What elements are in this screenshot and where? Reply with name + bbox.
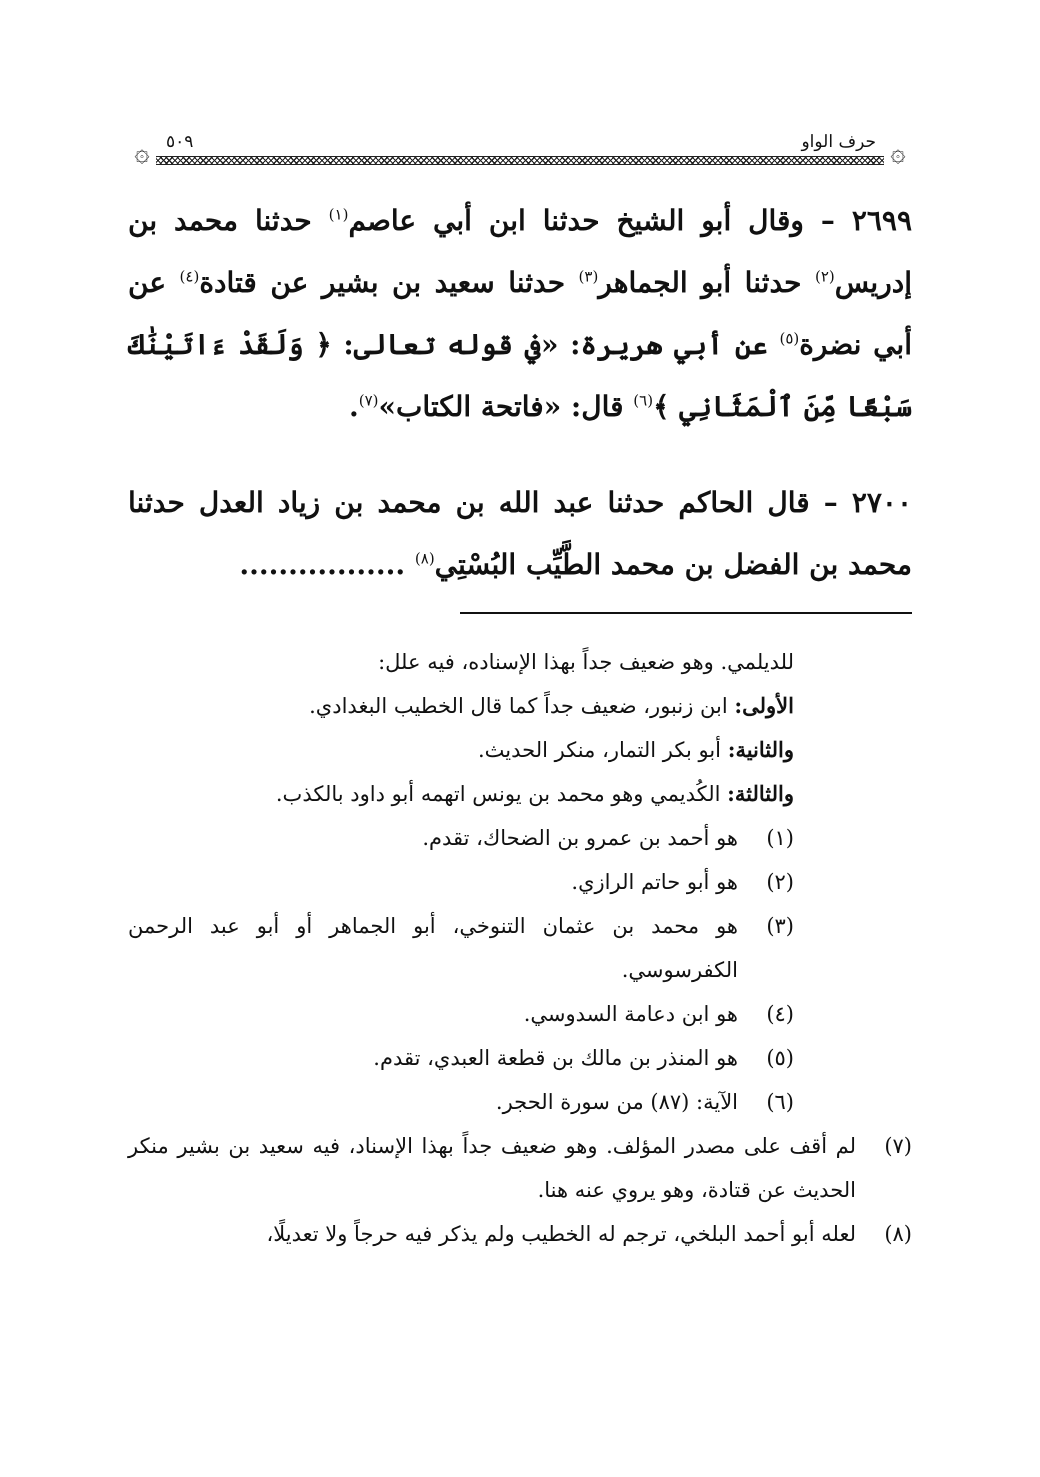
footnote-item	[128, 1036, 912, 1080]
ornament-left-icon: ۞	[134, 138, 150, 168]
footnote-item	[128, 816, 912, 860]
ornament-right-icon: ۞	[890, 138, 906, 168]
page-number: ٥٠٩	[162, 132, 197, 152]
footnote-text: هو المنذر بن مالك بن قطعة العبدي، تقدم.	[373, 1046, 738, 1070]
continuation-text: الكُديمي وهو محمد بن يونس اتهمه أبو داود بالكذب.	[275, 782, 728, 806]
footnote-text: الآية: (٨٧) من سورة الحجر.	[495, 1090, 738, 1114]
hadith-paragraph	[128, 190, 912, 438]
continuation-line	[128, 772, 794, 816]
hadith-paragraph	[128, 472, 912, 596]
footnote-ref: (٤)	[179, 267, 200, 286]
footnote-text: هو أبو حاتم الرازي.	[571, 870, 738, 894]
hadith-text	[405, 548, 415, 581]
header-rule	[156, 156, 884, 165]
footnote-number: (٢)	[766, 870, 794, 894]
footnote-number: (٤)	[766, 1002, 794, 1026]
continuation-line	[128, 728, 794, 772]
continuation-label: الأولى:	[734, 693, 794, 718]
footnote-ref: (٧)	[358, 391, 379, 410]
hadith-text: حدثنا أبو الجماهر	[598, 266, 815, 299]
footnote-text: هو محمد بن عثمان التنوخي، أبو الجماهر أو أبو عبد الرحمن الكفرسوسي.	[128, 914, 738, 982]
footnote-continuation	[128, 640, 912, 816]
continuation-line	[128, 640, 794, 684]
footnote-ref: (٥)	[779, 329, 800, 348]
footnote-ref: (٣)	[578, 267, 599, 286]
footnote-text: لعله أبو أحمد البلخي، ترجم له الخطيب ولم يذكر فيه حرجاً ولا تعديلًا،	[266, 1222, 856, 1246]
hadith-text: حدثنا سعيد بن بشير عن قتادة	[199, 266, 579, 299]
footnote-separator	[460, 612, 912, 614]
main-text	[128, 190, 912, 596]
footnote-text: هو ابن دعامة السدوسي.	[523, 1002, 738, 1026]
footnote-number: (٥)	[766, 1046, 794, 1070]
footnote-ref: (٢)	[814, 267, 835, 286]
footnote-text: هو أحمد بن عمرو بن الضحاك، تقدم.	[422, 826, 738, 850]
footnote-list	[128, 816, 912, 1256]
footnote-number: (١)	[766, 826, 794, 850]
continuation-text: ابن زنبور، ضعيف جداً كما قال الخطيب البغدادي.	[309, 694, 735, 718]
footnote-ref: (٦)	[633, 391, 654, 410]
footnote-text: لم أقف على مصدر المؤلف. وهو ضعيف جداً بهذا الإسناد، فيه سعيد بن بشير منكر الحديث عن قتادة، وهو يروي عنه هنا.	[128, 1134, 856, 1202]
footnote-item	[128, 1124, 912, 1212]
hadith-text: عن أبي نضرة	[128, 266, 913, 361]
footnotes	[128, 640, 912, 1256]
footnote-item	[128, 860, 912, 904]
footnote-number: (٣)	[766, 914, 794, 938]
hadith-text: ٢٧٠٠ – قال الحاكم حدثنا عبد الله بن محمد بن زياد العدل حدثنا محمد بن الفضل بن محمد الطَّيِّب البُسْتِي	[128, 486, 912, 581]
hadith-text: .	[349, 390, 359, 423]
footnote-number: (٧)	[884, 1134, 912, 1158]
footnote-number: (٨)	[884, 1222, 912, 1246]
footnote-ref: (١)	[328, 205, 349, 224]
chapter-title: حرف الواو	[797, 132, 880, 152]
continuation-dots: .................	[239, 548, 406, 581]
continuation-label: والثانية:	[727, 737, 794, 762]
continuation-text: للديلمي. وهو ضعيف جداً بهذا الإسناده، فيه علل:	[378, 650, 794, 674]
running-header	[128, 132, 912, 172]
hadith-text: عن أبي هريرة: «في قوله تعالى: ﴿ وَلَقَدْ ءَاتَيْنَٰكَ سَبْعًا مِّنَ ٱلْمَثَانِي ﴾	[128, 328, 912, 423]
footnote-item	[128, 904, 912, 992]
continuation-text: أبو بكر التمار، منكر الحديث.	[478, 738, 728, 762]
footnote-number: (٦)	[766, 1090, 794, 1114]
continuation-line	[128, 684, 794, 728]
footnote-item	[128, 1212, 912, 1256]
hadith-text: ٢٦٩٩ – وقال أبو الشيخ حدثنا ابن أبي عاصم	[348, 204, 912, 237]
footnote-item	[128, 1080, 912, 1124]
continuation-label: والثالثة:	[727, 781, 794, 806]
footnote-ref: (٨)	[414, 549, 435, 568]
hadith-text: قال: «فاتحة الكتاب»	[378, 390, 634, 423]
hadith-text: حدثنا محمد بن إدريس	[128, 204, 912, 299]
footnote-item	[128, 992, 912, 1036]
